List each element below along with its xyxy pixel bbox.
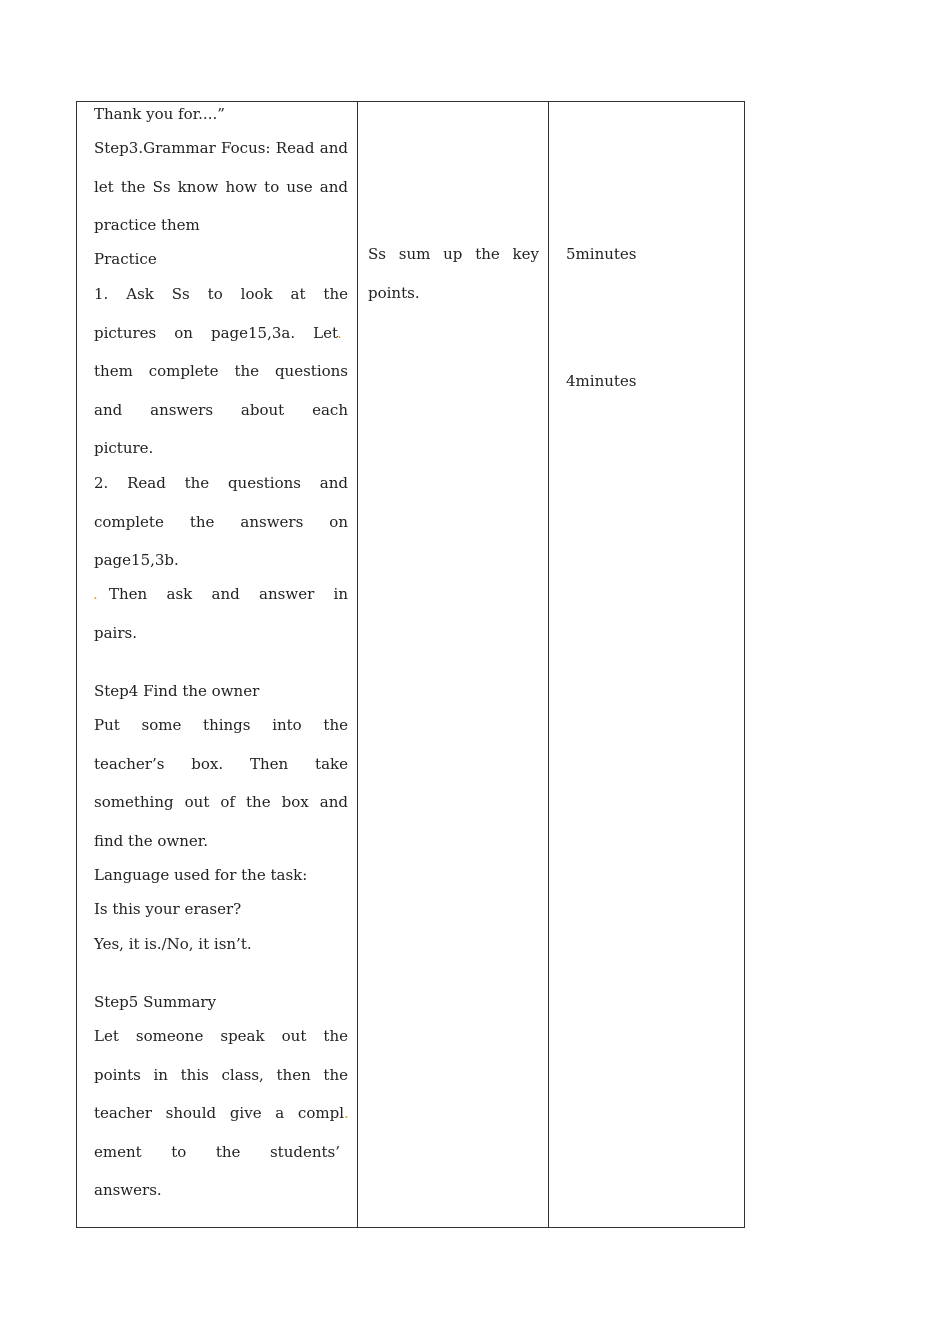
text-line: teacher’s box. Then take [94, 755, 348, 773]
text-line: 2. Read the questions and [94, 474, 348, 492]
highlight-mark: . [337, 324, 342, 342]
text-line: Then ask and answer in [109, 585, 348, 603]
step3-heading: Step3.Grammar Focus: Read and [94, 139, 348, 157]
time-label: 4minutes [566, 372, 637, 390]
practice-heading: Practice [94, 250, 157, 268]
text-line: Ss sum up the key [368, 245, 539, 263]
text-line: Let someone speak out the [94, 1027, 348, 1045]
text-line: Yes, it is./No, it isn’t. [94, 935, 252, 953]
step4-heading: Step4 Find the owner [94, 682, 260, 700]
text-line: points in this class, then the [94, 1066, 348, 1084]
text-line: complete the answers on [94, 513, 348, 531]
lesson-plan-table [76, 101, 745, 1228]
text-line: pairs. [94, 624, 137, 642]
text-line: Language used for the task: [94, 866, 308, 884]
text-line: Thank you for....” [94, 105, 225, 123]
text-line: find the owner. [94, 832, 209, 850]
column-divider [357, 102, 358, 1227]
text-line: page15,3b. [94, 551, 179, 569]
column-divider [548, 102, 549, 1227]
step5-heading: Step5 Summary [94, 993, 217, 1011]
text-line: ement to the students’ [94, 1143, 340, 1161]
text-line: points. [368, 284, 420, 302]
text-line: Put some things into the [94, 716, 348, 734]
time-label: 5minutes [566, 245, 637, 263]
text-line: answers. [94, 1181, 162, 1199]
text-line: something out of the box and [94, 793, 348, 811]
highlight-mark: . [93, 585, 98, 603]
text-line: them complete the questions [94, 362, 348, 380]
text-line: teacher should give a compl [94, 1104, 344, 1122]
text-line: picture. [94, 439, 154, 457]
text-line: pictures on page15,3a. Let [94, 324, 338, 342]
text-line: Is this your eraser? [94, 900, 242, 918]
highlight-mark: . [344, 1104, 349, 1122]
text-line: practice them [94, 216, 200, 234]
text-line: 1. Ask Ss to look at the [94, 285, 348, 303]
text-line: and answers about each [94, 401, 348, 419]
text-line: let the Ss know how to use and [94, 178, 348, 196]
